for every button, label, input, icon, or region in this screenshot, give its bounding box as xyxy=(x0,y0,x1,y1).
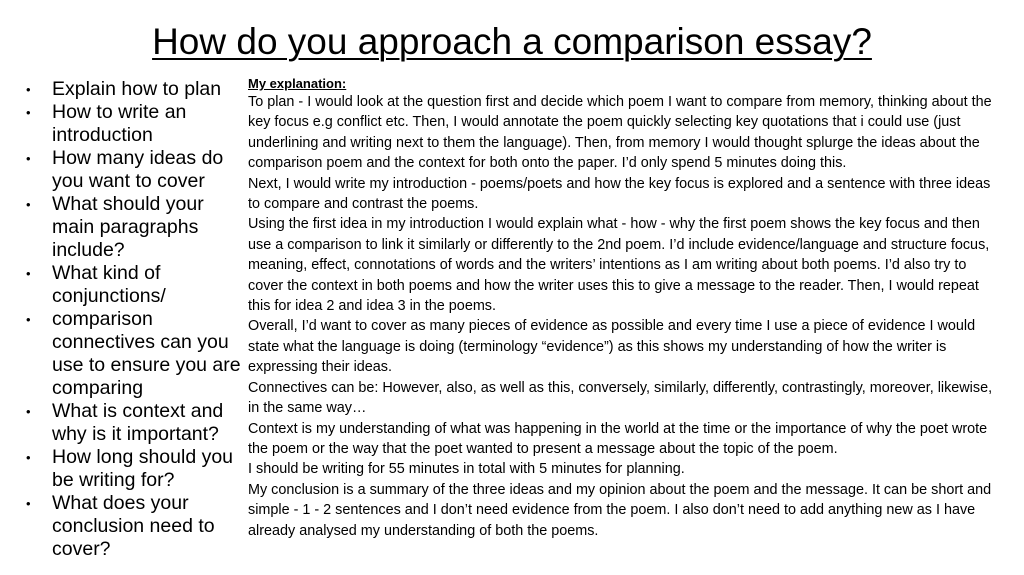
bullet-icon: • xyxy=(26,105,31,120)
question-text: How to write an introduction xyxy=(52,101,187,146)
bullet-icon: • xyxy=(26,266,31,281)
question-list xyxy=(26,78,244,561)
explanation-paragraph-context: Context is my understanding of what was happening in the world at the time or the importance of why the poet wrote the poem or the way that the poet wanted to present a message about the topic of the poem. xyxy=(248,420,988,457)
explanation-heading: My explanation: xyxy=(248,76,347,91)
bullet-icon: • xyxy=(26,312,31,327)
question-text: What should your main paragraphs include? xyxy=(52,193,204,261)
question-text: Explain how to plan xyxy=(52,78,222,100)
question-text: How many ideas do you want to cover xyxy=(52,147,224,192)
question-item xyxy=(26,101,244,147)
question-text: What kind of conjunctions/ xyxy=(52,262,166,307)
explanation-paragraph-plan: To plan - I would look at the question first and decide which poem I want to compare from memory, thinking about the key focus e.g conflict etc. Then, I would annotate the poem quickly selecting key quotations that i could use (just underlining and writing next to them the language). Then, from memory I would thought splurge the ideas about the comparison poem and the context for both onto the paper. I’d only spend 5 minutes doing this. xyxy=(248,94,992,172)
question-item xyxy=(26,308,244,400)
slide-title: How do you approach a comparison essay? xyxy=(152,21,872,62)
question-item xyxy=(26,147,244,193)
bullet-icon: • xyxy=(26,450,31,465)
question-text: What does your conclusion need to cover? xyxy=(52,492,215,560)
bullet-icon: • xyxy=(26,82,31,97)
bullet-icon: • xyxy=(26,496,31,511)
explanation-paragraph-evidence: Overall, I’d want to cover as many pieces of evidence as possible and every time I use a piece of evidence I would state what the language is doing (terminology “evidence”) as this shows my understanding of how the writer is expressing their ideas. xyxy=(248,318,976,376)
explanation-paragraph-connectives: Connectives can be: However, also, as well as this, conversely, similarly, differently, contrastingly, moreover, likewise, in the same way… xyxy=(248,379,993,417)
question-item xyxy=(26,78,244,101)
bullet-icon: • xyxy=(26,197,31,212)
question-item xyxy=(26,400,244,446)
explanation-paragraph-conclusion: My conclusion is a summary of the three ideas and my opinion about the poem and the message. It can be short and simple - 1 - 2 sentences and I don’t need evidence from the poem. I also don’t need to add anything new as I have already analysed my understanding of both the poems. xyxy=(248,481,992,539)
explanation-paragraph-main-ideas: Using the first idea in my introduction I would explain what - how - why the first poem shows the key focus and then use a comparison to link it similarly or differently to the 2nd poem. I’d include evidence/language and structure focus, meaning, effect, connotations of words and the writers’ intentions as I am writing about both poems. I’d also try to cover the context in both poems and how the writer uses this to give a message to the reader. Then, I would repeat this for idea 2 and idea 3 in the poems. xyxy=(248,216,990,315)
question-item xyxy=(26,492,244,561)
question-item xyxy=(26,446,244,492)
question-text: What is context and why is it important? xyxy=(52,400,224,445)
explanation-paragraph-introduction: Next, I would write my introduction - poems/poets and how the key focus is explored and a sentence with three ideas to compare and contrast the poems. xyxy=(248,175,991,213)
explanation-panel xyxy=(248,75,1000,541)
question-text: comparison connectives can you use to ensure you are comparing xyxy=(52,308,241,399)
bullet-icon: • xyxy=(26,404,31,419)
question-text: How long should you be writing for? xyxy=(52,446,234,491)
explanation-paragraph-timing: I should be writing for 55 minutes in total with 5 minutes for planning. xyxy=(248,461,685,478)
question-item xyxy=(26,193,244,262)
bullet-icon: • xyxy=(26,151,31,166)
question-item xyxy=(26,262,244,308)
